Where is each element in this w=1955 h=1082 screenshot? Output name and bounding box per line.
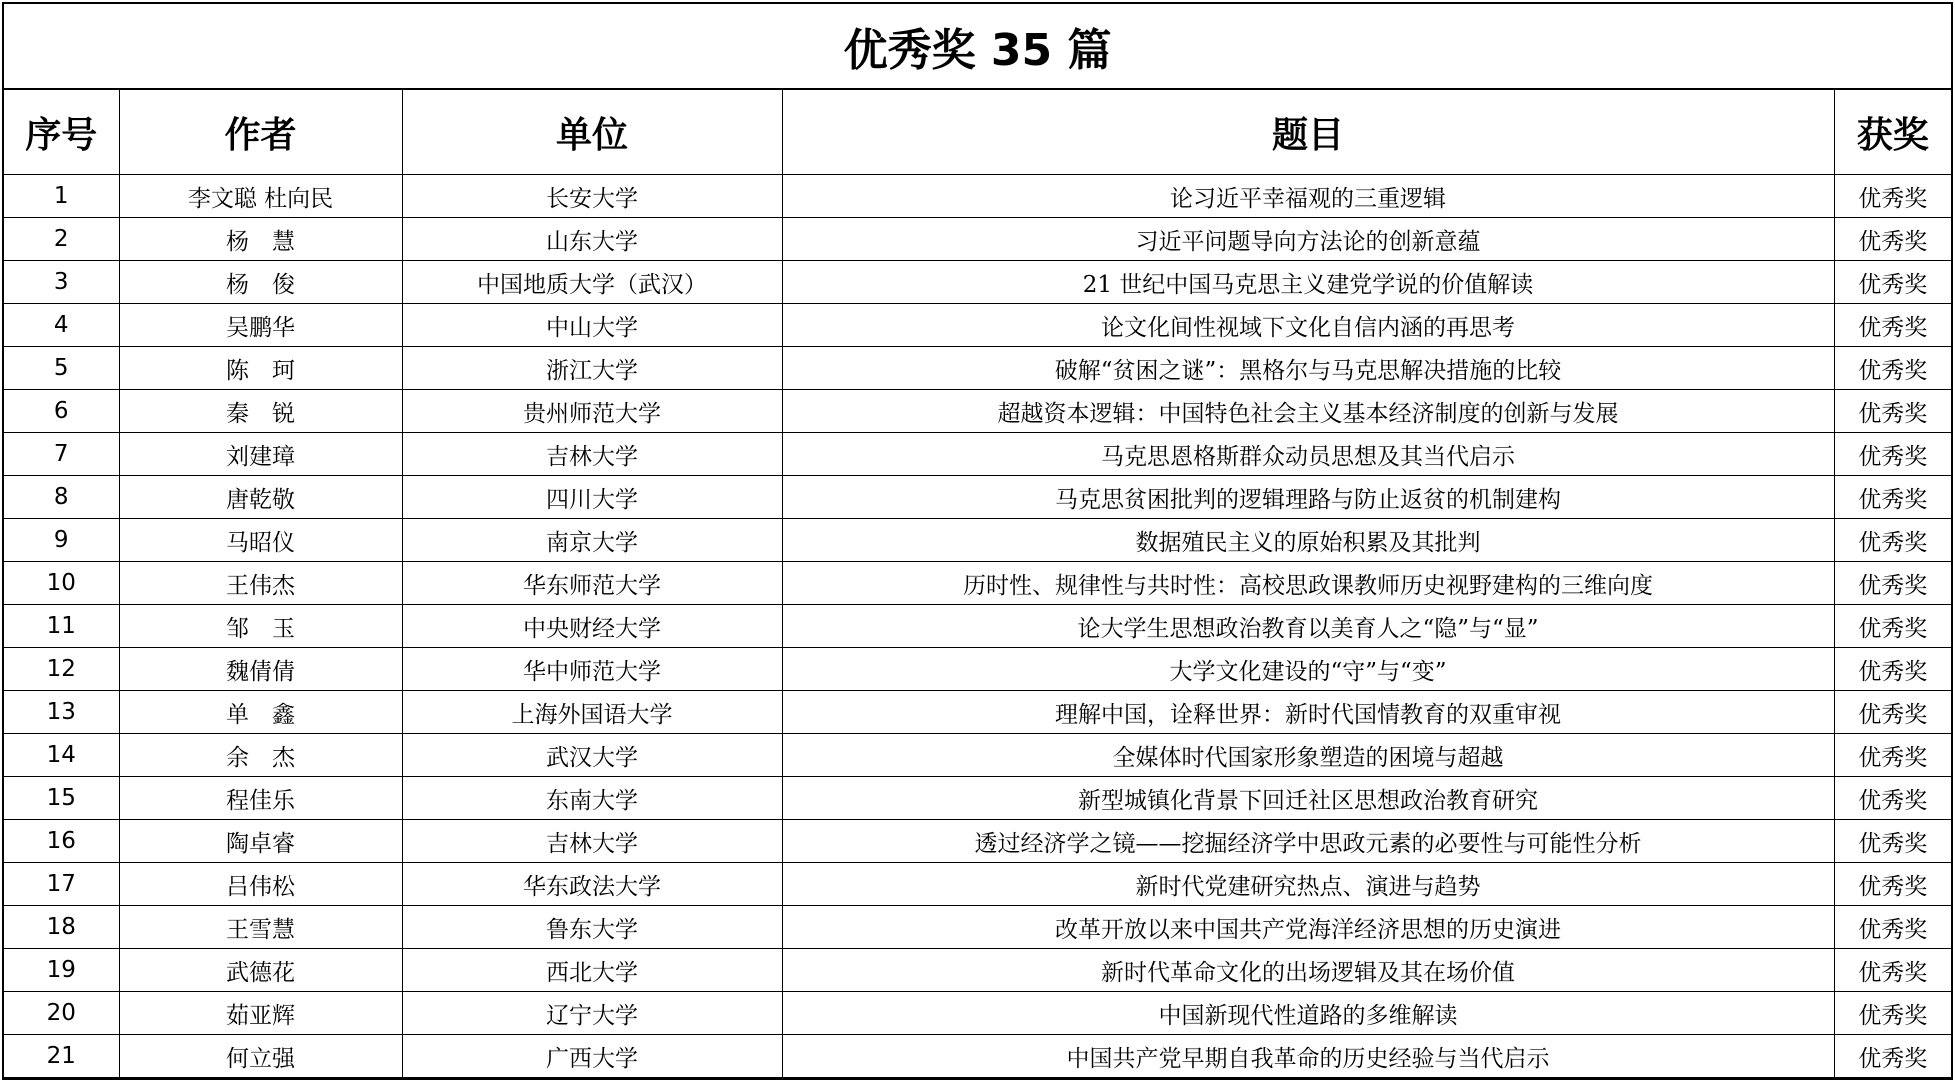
row-num-cell: 4 — [4, 304, 119, 347]
row-unit-cell: 山东大学 — [402, 218, 782, 261]
row-num-cell: 13 — [4, 691, 119, 734]
table-row — [4, 605, 1951, 648]
row-topic-cell: 超越资本逻辑：中国特色社会主义基本经济制度的创新与发展 — [782, 390, 1834, 433]
row-topic-cell: 改革开放以来中国共产党海洋经济思想的历史演进 — [782, 906, 1834, 949]
row-award-cell: 优秀奖 — [1834, 605, 1951, 648]
row-unit-cell: 华东政法大学 — [402, 863, 782, 906]
row-unit-cell: 长安大学 — [402, 175, 782, 218]
row-unit-cell: 上海外国语大学 — [402, 691, 782, 734]
row-topic-cell: 透过经济学之镜——挖掘经济学中思政元素的必要性与可能性分析 — [782, 820, 1834, 863]
row-unit-cell: 广西大学 — [402, 1035, 782, 1078]
row-topic-cell: 新型城镇化背景下回迁社区思想政治教育研究 — [782, 777, 1834, 820]
table-row — [4, 562, 1951, 605]
table-row — [4, 1035, 1951, 1078]
row-unit-cell: 东南大学 — [402, 777, 782, 820]
row-award-cell: 优秀奖 — [1834, 863, 1951, 906]
row-unit-cell: 浙江大学 — [402, 347, 782, 390]
row-award-cell: 优秀奖 — [1834, 347, 1951, 390]
table-row — [4, 175, 1951, 218]
row-num-cell: 1 — [4, 175, 119, 218]
row-topic-cell: 马克思贫困批判的逻辑理路与防止返贫的机制建构 — [782, 476, 1834, 519]
table-row — [4, 949, 1951, 992]
row-unit-cell: 华东师范大学 — [402, 562, 782, 605]
row-award-cell: 优秀奖 — [1834, 261, 1951, 304]
table-row — [4, 347, 1951, 390]
row-num-cell: 6 — [4, 390, 119, 433]
row-unit-cell: 辽宁大学 — [402, 992, 782, 1035]
row-unit-cell: 四川大学 — [402, 476, 782, 519]
row-author-cell: 李文聪 杜向民 — [119, 175, 402, 218]
row-award-cell: 优秀奖 — [1834, 906, 1951, 949]
row-topic-cell: 中国新现代性道路的多维解读 — [782, 992, 1834, 1035]
table-row — [4, 433, 1951, 476]
row-author-cell: 刘建璋 — [119, 433, 402, 476]
row-award-cell: 优秀奖 — [1834, 175, 1951, 218]
table-row — [4, 261, 1951, 304]
table-row — [4, 691, 1951, 734]
row-unit-cell: 贵州师范大学 — [402, 390, 782, 433]
row-num-cell: 12 — [4, 648, 119, 691]
row-author-cell: 王雪慧 — [119, 906, 402, 949]
row-author-cell: 程佳乐 — [119, 777, 402, 820]
row-topic-cell: 破解“贫困之谜”：黑格尔与马克思解决措施的比较 — [782, 347, 1834, 390]
row-num-cell: 15 — [4, 777, 119, 820]
header-num: 序号 — [4, 89, 119, 175]
row-topic-cell: 论大学生思想政治教育以美育人之“隐”与“显” — [782, 605, 1834, 648]
row-award-cell: 优秀奖 — [1834, 691, 1951, 734]
row-unit-cell: 华中师范大学 — [402, 648, 782, 691]
row-award-cell: 优秀奖 — [1834, 433, 1951, 476]
row-unit-cell: 吉林大学 — [402, 820, 782, 863]
row-unit-cell: 鲁东大学 — [402, 906, 782, 949]
row-topic-cell: 数据殖民主义的原始积累及其批判 — [782, 519, 1834, 562]
row-topic-cell: 大学文化建设的“守”与“变” — [782, 648, 1834, 691]
table-row — [4, 519, 1951, 562]
row-num-cell: 7 — [4, 433, 119, 476]
award-table — [4, 4, 1951, 1078]
row-unit-cell: 中国地质大学（武汉） — [402, 261, 782, 304]
table-row — [4, 218, 1951, 261]
table-row — [4, 906, 1951, 949]
row-num-cell: 3 — [4, 261, 119, 304]
row-num-cell: 10 — [4, 562, 119, 605]
row-award-cell: 优秀奖 — [1834, 1035, 1951, 1078]
row-author-cell: 何立强 — [119, 1035, 402, 1078]
row-award-cell: 优秀奖 — [1834, 777, 1951, 820]
row-unit-cell: 南京大学 — [402, 519, 782, 562]
row-award-cell: 优秀奖 — [1834, 390, 1951, 433]
row-award-cell: 优秀奖 — [1834, 519, 1951, 562]
row-num-cell: 11 — [4, 605, 119, 648]
row-author-cell: 吴鹏华 — [119, 304, 402, 347]
row-author-cell: 杨 慧 — [119, 218, 402, 261]
row-topic-cell: 马克思恩格斯群众动员思想及其当代启示 — [782, 433, 1834, 476]
row-num-cell: 19 — [4, 949, 119, 992]
row-author-cell: 秦 锐 — [119, 390, 402, 433]
row-num-cell: 14 — [4, 734, 119, 777]
row-unit-cell: 中山大学 — [402, 304, 782, 347]
header-topic: 题目 — [782, 89, 1834, 175]
table-title: 优秀奖 35 篇 — [4, 4, 1951, 89]
row-author-cell: 唐乾敬 — [119, 476, 402, 519]
row-author-cell: 武德花 — [119, 949, 402, 992]
table-body — [4, 175, 1951, 1078]
row-award-cell: 优秀奖 — [1834, 476, 1951, 519]
row-unit-cell: 武汉大学 — [402, 734, 782, 777]
row-topic-cell: 历时性、规律性与共时性：高校思政课教师历史视野建构的三维向度 — [782, 562, 1834, 605]
table-row — [4, 992, 1951, 1035]
row-award-cell: 优秀奖 — [1834, 648, 1951, 691]
table-row — [4, 390, 1951, 433]
row-num-cell: 20 — [4, 992, 119, 1035]
row-author-cell: 余 杰 — [119, 734, 402, 777]
row-num-cell: 17 — [4, 863, 119, 906]
table-row — [4, 777, 1951, 820]
header-author: 作者 — [119, 89, 402, 175]
row-num-cell: 18 — [4, 906, 119, 949]
table-row — [4, 863, 1951, 906]
table-row — [4, 476, 1951, 519]
row-num-cell: 9 — [4, 519, 119, 562]
row-author-cell: 吕伟松 — [119, 863, 402, 906]
award-table-sheet — [2, 2, 1953, 1080]
row-num-cell: 16 — [4, 820, 119, 863]
row-topic-cell: 21 世纪中国马克思主义建党学说的价值解读 — [782, 261, 1834, 304]
row-author-cell: 陈 珂 — [119, 347, 402, 390]
row-topic-cell: 论习近平幸福观的三重逻辑 — [782, 175, 1834, 218]
row-num-cell: 21 — [4, 1035, 119, 1078]
header-award: 获奖 — [1834, 89, 1951, 175]
row-author-cell: 陶卓睿 — [119, 820, 402, 863]
header-unit: 单位 — [402, 89, 782, 175]
row-author-cell: 单 鑫 — [119, 691, 402, 734]
row-topic-cell: 习近平问题导向方法论的创新意蕴 — [782, 218, 1834, 261]
row-award-cell: 优秀奖 — [1834, 304, 1951, 347]
row-award-cell: 优秀奖 — [1834, 820, 1951, 863]
row-author-cell: 王伟杰 — [119, 562, 402, 605]
row-award-cell: 优秀奖 — [1834, 734, 1951, 777]
row-num-cell: 8 — [4, 476, 119, 519]
row-author-cell: 邹 玉 — [119, 605, 402, 648]
row-num-cell: 5 — [4, 347, 119, 390]
row-award-cell: 优秀奖 — [1834, 992, 1951, 1035]
table-row — [4, 648, 1951, 691]
row-topic-cell: 理解中国，诠释世界：新时代国情教育的双重审视 — [782, 691, 1834, 734]
row-unit-cell: 西北大学 — [402, 949, 782, 992]
row-award-cell: 优秀奖 — [1834, 949, 1951, 992]
row-award-cell: 优秀奖 — [1834, 562, 1951, 605]
row-topic-cell: 新时代革命文化的出场逻辑及其在场价值 — [782, 949, 1834, 992]
table-row — [4, 304, 1951, 347]
table-row — [4, 820, 1951, 863]
row-unit-cell: 吉林大学 — [402, 433, 782, 476]
row-topic-cell: 论文化间性视域下文化自信内涵的再思考 — [782, 304, 1834, 347]
row-author-cell: 魏倩倩 — [119, 648, 402, 691]
table-row — [4, 734, 1951, 777]
header-row — [4, 89, 1951, 175]
row-author-cell: 杨 俊 — [119, 261, 402, 304]
row-num-cell: 2 — [4, 218, 119, 261]
row-unit-cell: 中央财经大学 — [402, 605, 782, 648]
row-topic-cell: 中国共产党早期自我革命的历史经验与当代启示 — [782, 1035, 1834, 1078]
row-author-cell: 马昭仪 — [119, 519, 402, 562]
row-award-cell: 优秀奖 — [1834, 218, 1951, 261]
row-topic-cell: 新时代党建研究热点、演进与趋势 — [782, 863, 1834, 906]
row-topic-cell: 全媒体时代国家形象塑造的困境与超越 — [782, 734, 1834, 777]
row-author-cell: 茹亚辉 — [119, 992, 402, 1035]
